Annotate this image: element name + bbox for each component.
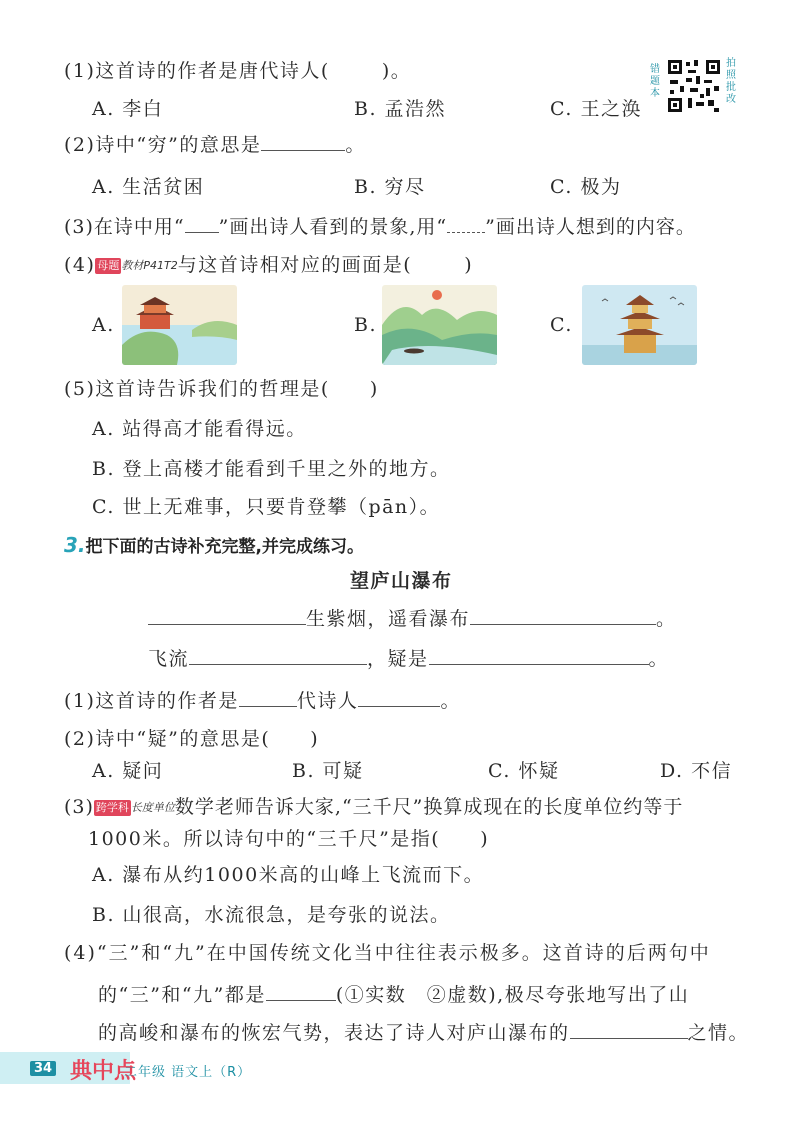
q3-1-question: (1)这首诗的作者是 代诗人 。 bbox=[64, 690, 461, 712]
q2-4-option-c-label[interactable]: C. bbox=[550, 314, 573, 336]
length-unit-ref: 长度单位 bbox=[130, 801, 175, 814]
poem-blank-2[interactable] bbox=[470, 606, 656, 625]
q2-4-question: (4) 母题 教材P41T2与这首诗相对应的画面是( ) bbox=[64, 254, 474, 276]
q3-4-question-line-2: 的“三”和“九”都是 (①实数 ②虚数),极尽夸张地写出了山 bbox=[98, 984, 690, 1006]
poem-blank-3[interactable] bbox=[189, 646, 367, 665]
wavy-line-sample bbox=[447, 214, 485, 233]
q3-2-option-a[interactable]: A. 疑问 bbox=[92, 760, 164, 782]
emotion-blank[interactable] bbox=[570, 1020, 688, 1039]
q2-3-question: (3)在诗中用“ ”画出诗人看到的景象,用“ ”画出诗人想到的内容。 bbox=[64, 216, 696, 238]
q3-3-option-a[interactable]: A. 瀑布从约1000米高的山峰上飞流而下。 bbox=[92, 864, 485, 886]
poem-title: 望庐山瀑布 bbox=[350, 570, 453, 592]
grade-subject-label: 二年级 语文上（R） bbox=[124, 1065, 252, 1080]
poet-blank[interactable] bbox=[358, 688, 440, 707]
q2-1-option-a[interactable]: A. 李白 bbox=[92, 98, 164, 120]
q2-1-option-b[interactable]: B. 孟浩然 bbox=[354, 98, 447, 120]
picture-a-tower-on-hill[interactable] bbox=[122, 285, 237, 365]
page-number: 34 bbox=[30, 1061, 56, 1076]
poem-line-2: 飞流 ，疑是 。 bbox=[148, 648, 670, 670]
picture-c-pagoda-tower[interactable] bbox=[582, 285, 697, 365]
q3-4-question-line-3: 的高峻和瀑布的恢宏气势，表达了诗人对庐山瀑布的 之情。 bbox=[98, 1022, 750, 1044]
q2-2-option-c[interactable]: C. 极为 bbox=[550, 176, 622, 198]
section-3-heading: 3.把下面的古诗补充完整,并完成练习。 bbox=[64, 533, 364, 557]
q2-2-option-a[interactable]: A. 生活贫困 bbox=[92, 176, 205, 198]
q2-5-option-b[interactable]: B. 登上高楼才能看到千里之外的地方。 bbox=[92, 458, 451, 480]
q3-3-question-line-2: 1000米。所以诗句中的“三千尺”是指( ) bbox=[88, 828, 490, 850]
poem-line-1: 生紫烟，遥看瀑布 。 bbox=[148, 606, 677, 632]
q2-2-option-b[interactable]: B. 穷尽 bbox=[354, 176, 426, 198]
q2-5-option-c[interactable]: C. 世上无难事，只要肯登攀（pān）。 bbox=[92, 496, 441, 518]
poem-blank-1[interactable] bbox=[148, 606, 306, 625]
qr-code-icon[interactable] bbox=[666, 58, 722, 114]
number-type-blank[interactable] bbox=[266, 982, 336, 1001]
q2-5-option-a[interactable]: A. 站得高才能看得远。 bbox=[92, 418, 307, 440]
solid-line-sample bbox=[185, 214, 219, 233]
q2-1-question: (1)这首诗的作者是唐代诗人( )。 bbox=[64, 60, 412, 82]
dynasty-blank[interactable] bbox=[239, 688, 297, 707]
cross-subject-tag: 跨学科 bbox=[95, 801, 129, 814]
q3-2-option-b[interactable]: B. 可疑 bbox=[292, 760, 364, 782]
q3-2-option-c[interactable]: C. 怀疑 bbox=[488, 760, 560, 782]
textbook-ref: 教材P41T2 bbox=[121, 259, 178, 272]
poem-blank-4[interactable] bbox=[429, 646, 649, 665]
mother-question-tag: 母题 bbox=[97, 259, 120, 272]
q3-3-question-line-1: (3) 跨学科 长度单位数学老师告诉大家,“三千尺”换算成现在的长度单位约等于 bbox=[64, 796, 684, 818]
picture-b-river-mountains[interactable] bbox=[382, 285, 497, 365]
q3-4-question-line-1: (4)“三”和“九”在中国传统文化当中往往表示极多。这首诗的后两句中 bbox=[64, 942, 711, 964]
q3-3-option-b[interactable]: B. 山很高，水流很急，是夸张的说法。 bbox=[92, 904, 451, 926]
photo-correct-label: 拍照批改 bbox=[726, 58, 736, 105]
q2-4-option-b-label[interactable]: B. bbox=[354, 314, 378, 336]
q2-2-question: (2)诗中“穷”的意思是 。 bbox=[64, 134, 366, 156]
q2-5-question: (5)这首诗告诉我们的哲理是( ) bbox=[64, 378, 379, 400]
q2-4-option-a-label[interactable]: A. bbox=[92, 314, 115, 336]
q3-2-question: (2)诗中“疑”的意思是( ) bbox=[64, 728, 320, 750]
q2-1-option-c[interactable]: C. 王之涣 bbox=[550, 98, 642, 120]
section-number: 3. bbox=[64, 533, 86, 557]
answer-blank[interactable] bbox=[261, 132, 345, 151]
q3-2-option-d[interactable]: D. 不信 bbox=[660, 760, 733, 782]
brand-logo: 典中点 bbox=[70, 1059, 137, 1084]
wrong-book-label: 错题本 bbox=[650, 64, 660, 99]
